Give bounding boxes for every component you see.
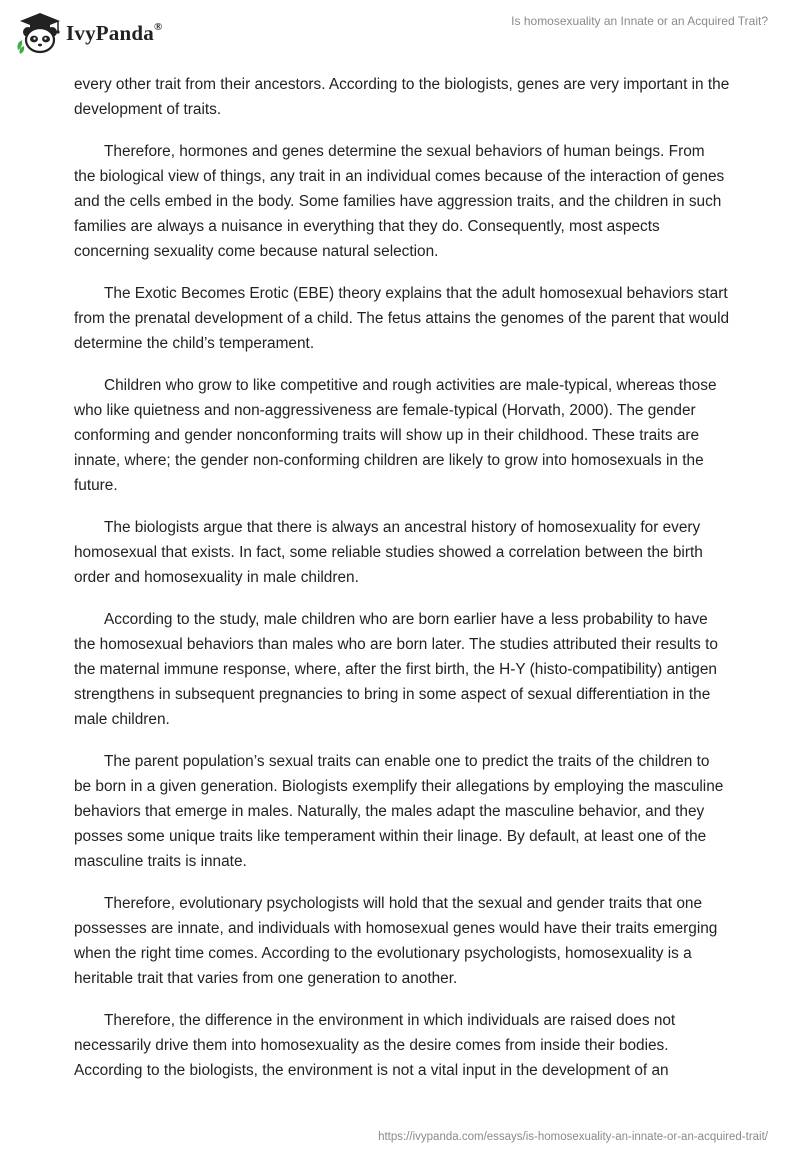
paragraph: Therefore, hormones and genes determine the sexual behaviors of human beings. From the biological view of things, any trait in an individual comes because of the interaction of genes and the cells embed in the body. Some families have aggression traits, and the children in such families are always a nuisance in everything that they do. Consequently, most aspects concerning sexuality come because natural selection. — [74, 143, 725, 260]
paragraph: Children who grow to like competitive and rough activities are male-typical, whereas those who like quietness and non-aggressiveness are female-typical (Horvath, 2000). The gender conforming and gender nonconforming traits will show up in their childhood. These traits are innate, where; the gender non-conforming children are likely to grow into homosexuals in the future. — [74, 377, 717, 494]
panda-graduate-icon — [14, 10, 62, 56]
paragraph: According to the study, male children who are born earlier have a less probability to have the homosexual behaviors than males who are born later. The studies attributed their results to the maternal immune response, where, after the first birth, the H-Y (histo-compatibility) antigen strengthens in subsequent pregnancies to bring in some aspect of sexual differentiation in the male children. — [74, 611, 718, 728]
document-title: Is homosexuality an Innate or an Acquired Trait? — [511, 14, 768, 28]
essay-body — [74, 72, 730, 1100]
paragraph: The biologists argue that there is always an ancestral history of homosexuality for every homosexual that exists. In fact, some reliable studies showed a correlation between the birth order and homosexuality in male children. — [74, 519, 703, 586]
paragraph: Therefore, the difference in the environment in which individuals are raised does not necessarily drive them into homosexuality as the desire comes from inside their bodies. According to the biologists, the environment is not a vital input in the development of an — [74, 1012, 676, 1079]
paragraph: The parent population’s sexual traits can enable one to predict the traits of the children to be born in a given generation. Biologists exemplify their allegations by employing the masculine behaviors that emerge in males. Naturally, the males adapt the masculine behavior, and they posses some unique traits like temperament within their linage. By default, at least one of the masculine traits is innate. — [74, 753, 724, 870]
page-header — [0, 0, 800, 70]
paragraph: every other trait from their ancestors. According to the biologists, genes are very important in the development of traits. — [74, 76, 730, 118]
ivypanda-logo[interactable] — [14, 10, 162, 56]
source-url[interactable]: https://ivypanda.com/essays/is-homosexuality-an-innate-or-an-acquired-trait/ — [378, 1131, 768, 1143]
paragraph: The Exotic Becomes Erotic (EBE) theory explains that the adult homosexual behaviors start from the prenatal development of a child. The fetus attains the genomes of the parent that would determine the child’s temperament. — [74, 285, 730, 352]
brand-name: IvyPanda® — [66, 20, 163, 45]
paragraph: Therefore, evolutionary psychologists will hold that the sexual and gender traits that one possesses are innate, and individuals with homosexual genes would have their traits emerging when the right time comes. According to the evolutionary psychologists, homosexuality is a heritable trait that varies from one generation to another. — [74, 895, 718, 987]
